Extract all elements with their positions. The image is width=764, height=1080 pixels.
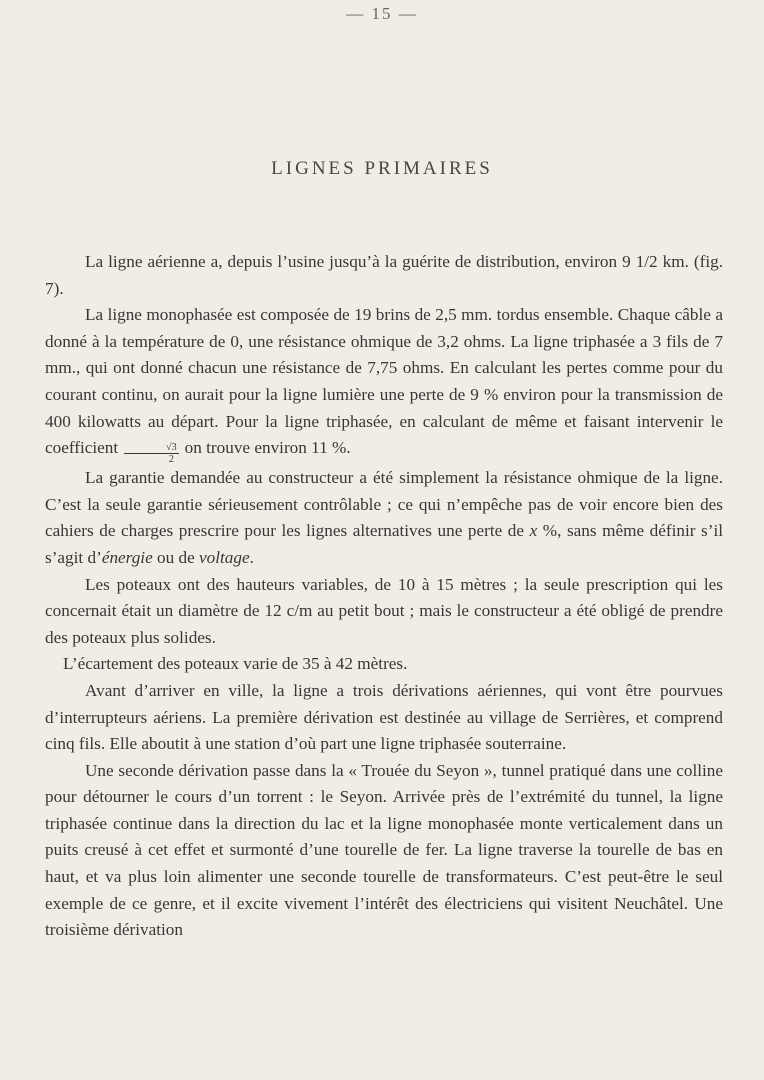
variable-x: x <box>529 521 538 541</box>
paragraph-3-text-c: ou de <box>152 547 200 567</box>
sqrt3-numerator: √3 <box>124 442 179 454</box>
word-energie: énergie <box>101 547 153 567</box>
body-text <box>45 249 723 944</box>
paragraph-1-text-b: km. (fig. 7). <box>45 252 723 298</box>
paragraph-4: Les poteaux ont des hauteurs variables, de 10 à 15 mètres ; la seule prescription qui les concernait était un diamètre de 12 c/m au petit bout ; mais le constructeur a été obligé de prendre des poteaux plus solides. <box>45 574 723 647</box>
paragraph-2-text-b: environ pour la transmission de 400 kilowatts au départ. Pour la ligne triphasée, en calculant de même et faisant intervenir le coefficient <box>45 384 723 458</box>
paragraph-3-text-d: . <box>249 547 254 567</box>
paragraph-1 <box>45 249 723 302</box>
paragraph-2-text-a: La ligne monophasée est composée de 19 brins de 2,5 mm. tordus ensemble. Chaque câble a donné à la température de 0, une résistance ohmique de 3,2 ohms. La ligne triphasée a 3 fils de 7 mm., qui ont donné chacun une résistance de 7,75 ohms. En calculant les pertes comme pour du courant continu, on aurait pour la ligne lumière une perte de 9 % <box>45 305 723 404</box>
paragraph-3-text-a: La garantie demandée au constructeur a été simplement la résistance ohmique de la ligne. C’est la seule garantie sérieusement contrôlable ; ce qui n’empêche pas de voir encore bien des cahiers de charges prescrire pour les lignes alternatives une perte de <box>45 468 723 541</box>
paragraph-6: Avant d’arriver en ville, la ligne a trois dérivations aériennes, qui vont être pourvues d’interrupteurs aériens. La première dérivation est destinée au village de Serrières, et comprend cinq fils. Elle aboutit à une station d’où part une ligne triphasée souterraine. <box>45 680 723 754</box>
paragraph-3-text-b: %, sans même définir s’il s’agit d’ <box>45 521 723 567</box>
paragraph-2-text-c: on trouve environ 11 %. <box>184 438 351 458</box>
paragraph-7: Une seconde dérivation passe dans la « Trouée du Seyon », tunnel pratiqué dans une colline pour détourner le cours d’un torrent : le Seyon. Arrivée près de l’extrémité du tunnel, la ligne triphasée continue dans la direction du lac et la ligne monophasée monte verticalement dans un puits creusé à cet effet et surmonté d’une tourelle de fer. La ligne traverse la tourelle de bas en haut, et va plus loin alimenter une seconde tourelle de transformateurs. C’est peut-être le seul exemple de ce genre, et il excite vivement l’intérêt des électriciens qui visitent Neuchâtel. Une troisième dérivation <box>45 760 723 940</box>
paragraph-2 <box>45 302 723 465</box>
word-voltage: voltage <box>199 547 250 567</box>
paragraph-5: L’écartement des poteaux varie de 35 à 42 mètres. <box>63 654 408 674</box>
page-number: — 15 — <box>346 4 418 23</box>
paragraph-3 <box>45 465 723 571</box>
sqrt3-denominator: 2 <box>168 454 174 466</box>
section-title: LIGNES PRIMAIRES <box>271 158 493 179</box>
sqrt3-over-2-formula <box>124 442 179 465</box>
paragraph-1-text-a: La ligne aérienne a, depuis l’usine jusqu’à la guérite de distribution, environ 9 <box>85 252 636 271</box>
fraction-half: 1/2 <box>635 252 658 271</box>
